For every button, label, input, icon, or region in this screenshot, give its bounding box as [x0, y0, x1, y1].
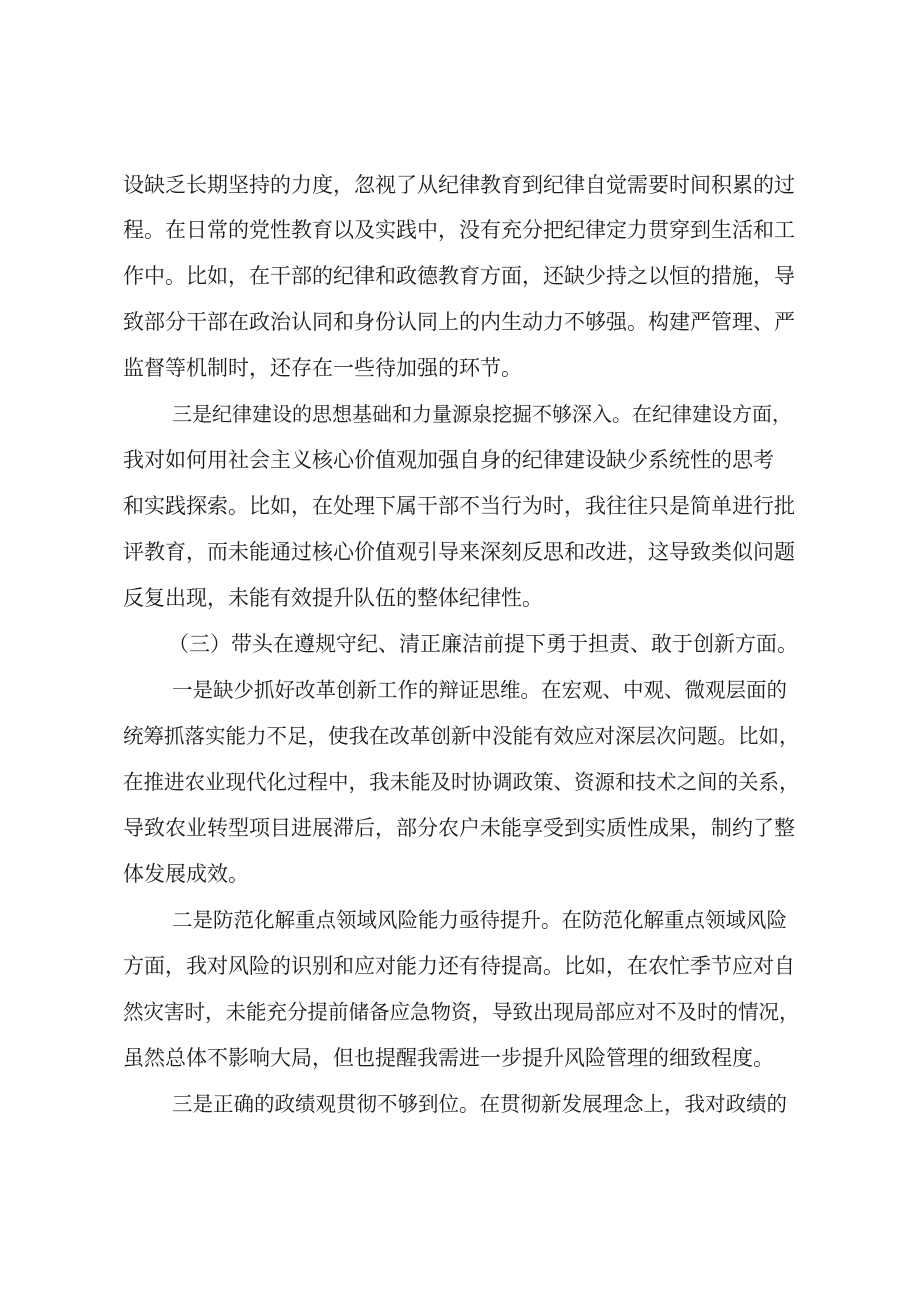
- text-line: 在推进农业现代化过程中，我未能及时协调政策、资源和技术之间的关系，: [123, 770, 800, 794]
- text-line: 程。在日常的党性教育以及实践中，没有充分把纪律定力贯穿到生活和工: [123, 218, 795, 242]
- text-line: 导致农业转型项目进展滞后，部分农户未能享受到实质性成果，制约了整: [123, 816, 795, 840]
- text-line: 我对如何用社会主义核心价值观加强自身的纪律建设缺少系统性的思考: [123, 448, 774, 472]
- text-line: 反复出现，未能有效提升队伍的整体纪律性。: [123, 586, 543, 610]
- text-line: 二是防范化解重点领域风险能力亟待提升。在防范化解重点领域风险: [172, 908, 787, 932]
- text-line: 然灾害时，未能充分提前储备应急物资，导致出现局部应对不及时的情况，: [123, 1000, 800, 1024]
- text-line: 作中。比如，在干部的纪律和政德教育方面，还缺少持之以恒的措施，导: [123, 264, 795, 288]
- text-line: 三是正确的政绩观贯彻不够到位。在贯彻新发展理念上，我对政绩的: [172, 1092, 787, 1116]
- text-line: 统筹抓落实能力不足，使我在改革创新中没能有效应对深层次问题。比如，: [123, 724, 800, 748]
- text-line: 方面，我对风险的识别和应对能力还有待提高。比如，在农忙季节应对自: [123, 954, 795, 978]
- text-line: 评教育，而未能通过核心价值观引导来深刻反思和改进，这导致类似问题: [123, 540, 795, 564]
- text-line: 一是缺少抓好改革创新工作的辩证思维。在宏观、中观、微观层面的: [172, 678, 787, 702]
- text-line: 三是纪律建设的思想基础和力量源泉挖掘不够深入。在纪律建设方面，: [172, 402, 792, 426]
- text-line: 设缺乏长期坚持的力度，忽视了从纪律教育到纪律自觉需要时间积累的过: [123, 173, 795, 197]
- text-line: 体发展成效。: [123, 862, 249, 886]
- text-line: （三）带头在遵规守纪、清正廉洁前提下勇于担责、敢于创新方面。: [168, 632, 798, 656]
- text-line: 和实践探索。比如，在处理下属干部不当行为时，我往往只是简单进行批: [123, 494, 795, 518]
- text-line: 致部分干部在政治认同和身份认同上的内生动力不够强。构建严管理、严: [123, 310, 795, 334]
- text-line: 虽然总体不影响大局，但也提醒我需进一步提升风险管理的细致程度。: [123, 1046, 774, 1070]
- text-line: 监督等机制时，还存在一些待加强的环节。: [123, 356, 522, 380]
